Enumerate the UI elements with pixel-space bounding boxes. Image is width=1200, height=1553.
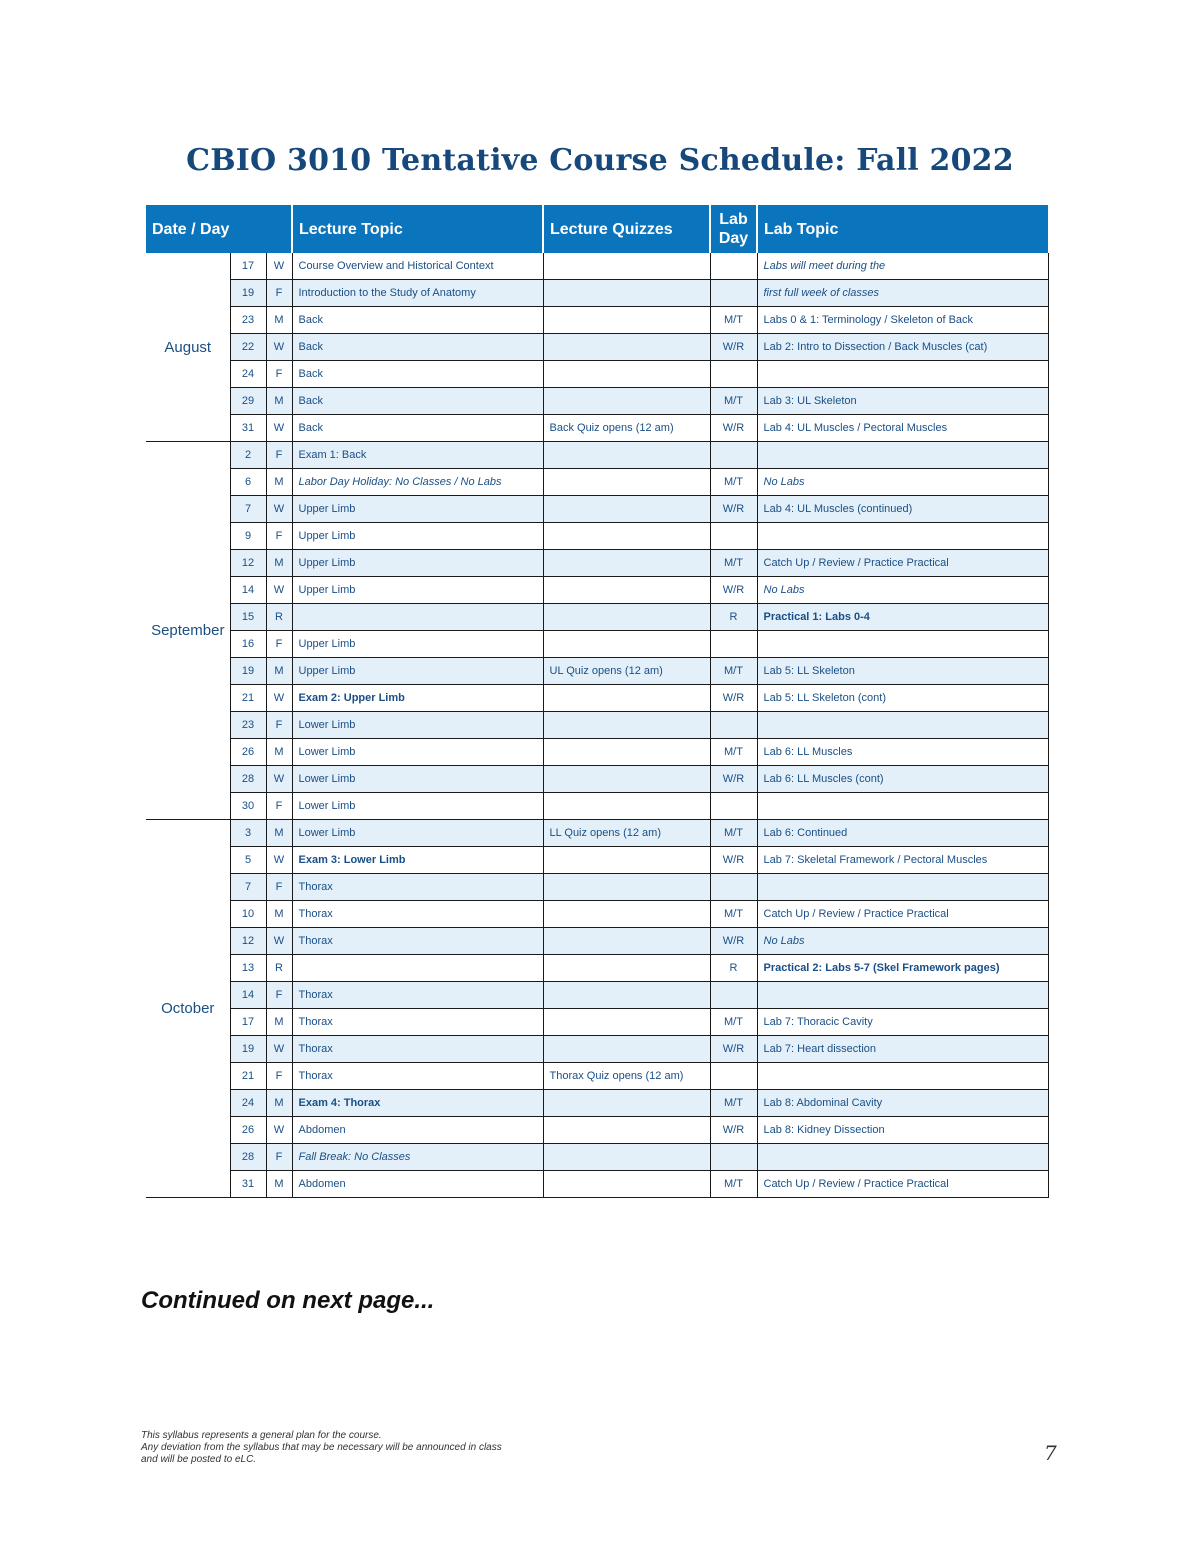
table-row bbox=[146, 847, 1048, 874]
table-row bbox=[146, 739, 1048, 766]
lecture-topic-cell: Course Overview and Historical Context bbox=[292, 253, 543, 280]
lab-day-cell: M/T bbox=[710, 1009, 757, 1036]
lab-topic-cell: Catch Up / Review / Practice Practical bbox=[757, 550, 1048, 577]
table-row bbox=[146, 658, 1048, 685]
lecture-quiz-cell bbox=[543, 874, 710, 901]
weekday-cell: M bbox=[266, 739, 292, 766]
lecture-topic-cell: Labor Day Holiday: No Classes / No Labs bbox=[292, 469, 543, 496]
lecture-topic-cell: Back bbox=[292, 388, 543, 415]
lab-day-cell bbox=[710, 280, 757, 307]
lecture-quiz-cell bbox=[543, 928, 710, 955]
weekday-cell: W bbox=[266, 496, 292, 523]
day-cell: 28 bbox=[230, 1144, 266, 1171]
lab-day-cell: M/T bbox=[710, 1090, 757, 1117]
lecture-topic-cell: Exam 3: Lower Limb bbox=[292, 847, 543, 874]
lab-topic-cell bbox=[757, 631, 1048, 658]
lab-topic-cell: Lab 5: LL Skeleton (cont) bbox=[757, 685, 1048, 712]
lab-topic-cell: first full week of classes bbox=[757, 280, 1048, 307]
lecture-quiz-cell bbox=[543, 496, 710, 523]
day-cell: 26 bbox=[230, 1117, 266, 1144]
lecture-quiz-cell bbox=[543, 388, 710, 415]
lab-topic-cell bbox=[757, 523, 1048, 550]
lecture-topic-cell: Thorax bbox=[292, 1009, 543, 1036]
day-cell: 7 bbox=[230, 874, 266, 901]
table-row bbox=[146, 523, 1048, 550]
day-cell: 28 bbox=[230, 766, 266, 793]
table-row bbox=[146, 820, 1048, 847]
footer-line: and will be posted to eLC. bbox=[141, 1454, 257, 1465]
lab-day-cell bbox=[710, 523, 757, 550]
lecture-quiz-cell: Back Quiz opens (12 am) bbox=[543, 415, 710, 442]
day-cell: 2 bbox=[230, 442, 266, 469]
day-cell: 22 bbox=[230, 334, 266, 361]
lecture-topic-cell: Upper Limb bbox=[292, 658, 543, 685]
lab-topic-cell: No Labs bbox=[757, 469, 1048, 496]
lecture-quiz-cell bbox=[543, 334, 710, 361]
lecture-quiz-cell bbox=[543, 442, 710, 469]
lab-topic-cell: Lab 7: Skeletal Framework / Pectoral Muscles bbox=[757, 847, 1048, 874]
footer-disclaimer bbox=[141, 1430, 502, 1466]
lecture-quiz-cell bbox=[543, 1036, 710, 1063]
lab-topic-cell: Catch Up / Review / Practice Practical bbox=[757, 901, 1048, 928]
lab-day-cell bbox=[710, 712, 757, 739]
lab-day-cell bbox=[710, 793, 757, 820]
lecture-quiz-cell bbox=[543, 631, 710, 658]
lab-day-cell: W/R bbox=[710, 1036, 757, 1063]
header-lab-day-line2: Day bbox=[718, 230, 749, 247]
lab-day-cell: W/R bbox=[710, 928, 757, 955]
lab-topic-cell: Lab 8: Kidney Dissection bbox=[757, 1117, 1048, 1144]
lab-topic-cell bbox=[757, 712, 1048, 739]
lecture-quiz-cell bbox=[543, 1117, 710, 1144]
weekday-cell: R bbox=[266, 604, 292, 631]
lecture-topic-cell: Upper Limb bbox=[292, 550, 543, 577]
lab-day-cell: M/T bbox=[710, 469, 757, 496]
weekday-cell: R bbox=[266, 955, 292, 982]
lecture-topic-cell bbox=[292, 955, 543, 982]
lab-day-cell: W/R bbox=[710, 415, 757, 442]
lab-topic-cell: Lab 7: Heart dissection bbox=[757, 1036, 1048, 1063]
day-cell: 21 bbox=[230, 685, 266, 712]
day-cell: 21 bbox=[230, 1063, 266, 1090]
lab-day-cell bbox=[710, 361, 757, 388]
lecture-topic-cell: Thorax bbox=[292, 874, 543, 901]
page-number: 7 bbox=[1044, 1441, 1057, 1465]
lab-day-cell bbox=[710, 1063, 757, 1090]
lecture-topic-cell: Upper Limb bbox=[292, 577, 543, 604]
table-row bbox=[146, 1144, 1048, 1171]
lab-topic-cell: Lab 7: Thoracic Cavity bbox=[757, 1009, 1048, 1036]
table-row bbox=[146, 577, 1048, 604]
lecture-topic-cell: Upper Limb bbox=[292, 523, 543, 550]
lecture-topic-cell: Lower Limb bbox=[292, 712, 543, 739]
lab-topic-cell: Labs 0 & 1: Terminology / Skeleton of Back bbox=[757, 307, 1048, 334]
day-cell: 14 bbox=[230, 577, 266, 604]
day-cell: 19 bbox=[230, 1036, 266, 1063]
weekday-cell: W bbox=[266, 415, 292, 442]
table-row bbox=[146, 307, 1048, 334]
day-cell: 5 bbox=[230, 847, 266, 874]
weekday-cell: M bbox=[266, 550, 292, 577]
weekday-cell: F bbox=[266, 361, 292, 388]
table-row bbox=[146, 1090, 1048, 1117]
weekday-cell: W bbox=[266, 685, 292, 712]
weekday-cell: F bbox=[266, 280, 292, 307]
table-row bbox=[146, 253, 1048, 280]
weekday-cell: M bbox=[266, 469, 292, 496]
lecture-quiz-cell bbox=[543, 955, 710, 982]
table-row bbox=[146, 901, 1048, 928]
lecture-quiz-cell bbox=[543, 901, 710, 928]
lab-day-cell: W/R bbox=[710, 577, 757, 604]
weekday-cell: F bbox=[266, 793, 292, 820]
weekday-cell: F bbox=[266, 874, 292, 901]
day-cell: 15 bbox=[230, 604, 266, 631]
lab-topic-cell: Lab 6: LL Muscles bbox=[757, 739, 1048, 766]
lab-topic-cell bbox=[757, 1063, 1048, 1090]
day-cell: 13 bbox=[230, 955, 266, 982]
table-row bbox=[146, 334, 1048, 361]
table-row bbox=[146, 1117, 1048, 1144]
lab-day-cell: M/T bbox=[710, 1171, 757, 1198]
lecture-quiz-cell bbox=[543, 1090, 710, 1117]
lab-topic-cell: Labs will meet during the bbox=[757, 253, 1048, 280]
lab-day-cell bbox=[710, 874, 757, 901]
lecture-quiz-cell bbox=[543, 793, 710, 820]
lecture-topic-cell bbox=[292, 604, 543, 631]
lab-topic-cell: No Labs bbox=[757, 577, 1048, 604]
lab-topic-cell: Lab 4: UL Muscles (continued) bbox=[757, 496, 1048, 523]
lecture-topic-cell: Exam 4: Thorax bbox=[292, 1090, 543, 1117]
lab-topic-cell: Lab 5: LL Skeleton bbox=[757, 658, 1048, 685]
lab-topic-cell bbox=[757, 793, 1048, 820]
month-label: October bbox=[146, 820, 230, 1198]
weekday-cell: M bbox=[266, 901, 292, 928]
lab-day-cell: W/R bbox=[710, 334, 757, 361]
lecture-quiz-cell bbox=[543, 550, 710, 577]
lab-day-cell: W/R bbox=[710, 685, 757, 712]
day-cell: 17 bbox=[230, 1009, 266, 1036]
day-cell: 19 bbox=[230, 280, 266, 307]
lecture-topic-cell: Thorax bbox=[292, 901, 543, 928]
lecture-topic-cell: Lower Limb bbox=[292, 739, 543, 766]
header-lab-day bbox=[710, 205, 757, 253]
lab-day-cell: W/R bbox=[710, 496, 757, 523]
lecture-quiz-cell: Thorax Quiz opens (12 am) bbox=[543, 1063, 710, 1090]
lecture-topic-cell: Back bbox=[292, 415, 543, 442]
day-cell: 9 bbox=[230, 523, 266, 550]
lecture-quiz-cell bbox=[543, 766, 710, 793]
table-row bbox=[146, 1009, 1048, 1036]
lecture-topic-cell: Exam 1: Back bbox=[292, 442, 543, 469]
day-cell: 12 bbox=[230, 550, 266, 577]
lab-topic-cell: Practical 2: Labs 5-7 (Skel Framework pages) bbox=[757, 955, 1048, 982]
weekday-cell: W bbox=[266, 1117, 292, 1144]
day-cell: 14 bbox=[230, 982, 266, 1009]
lab-topic-cell: Lab 3: UL Skeleton bbox=[757, 388, 1048, 415]
lab-day-cell: W/R bbox=[710, 847, 757, 874]
footer-line: Any deviation from the syllabus that may be necessary will be announced in class bbox=[141, 1442, 502, 1453]
lab-day-cell bbox=[710, 1144, 757, 1171]
day-cell: 10 bbox=[230, 901, 266, 928]
lab-topic-cell: Lab 2: Intro to Dissection / Back Muscles (cat) bbox=[757, 334, 1048, 361]
lab-day-cell: M/T bbox=[710, 820, 757, 847]
table-row bbox=[146, 496, 1048, 523]
schedule-table bbox=[146, 205, 1049, 1198]
day-cell: 16 bbox=[230, 631, 266, 658]
lecture-quiz-cell bbox=[543, 307, 710, 334]
lecture-quiz-cell: LL Quiz opens (12 am) bbox=[543, 820, 710, 847]
weekday-cell: M bbox=[266, 307, 292, 334]
table-row bbox=[146, 415, 1048, 442]
lecture-quiz-cell bbox=[543, 1144, 710, 1171]
day-cell: 3 bbox=[230, 820, 266, 847]
table-row bbox=[146, 631, 1048, 658]
day-cell: 23 bbox=[230, 712, 266, 739]
weekday-cell: F bbox=[266, 1144, 292, 1171]
lab-topic-cell: Practical 1: Labs 0-4 bbox=[757, 604, 1048, 631]
lab-topic-cell bbox=[757, 361, 1048, 388]
day-cell: 31 bbox=[230, 415, 266, 442]
weekday-cell: F bbox=[266, 631, 292, 658]
lecture-quiz-cell bbox=[543, 712, 710, 739]
lecture-topic-cell: Thorax bbox=[292, 1063, 543, 1090]
weekday-cell: M bbox=[266, 1171, 292, 1198]
lecture-topic-cell: Introduction to the Study of Anatomy bbox=[292, 280, 543, 307]
lab-day-cell bbox=[710, 631, 757, 658]
lab-day-cell bbox=[710, 442, 757, 469]
weekday-cell: M bbox=[266, 658, 292, 685]
table-row bbox=[146, 685, 1048, 712]
lab-topic-cell bbox=[757, 982, 1048, 1009]
weekday-cell: W bbox=[266, 847, 292, 874]
lab-day-cell: W/R bbox=[710, 1117, 757, 1144]
lab-day-cell: M/T bbox=[710, 658, 757, 685]
table-row bbox=[146, 793, 1048, 820]
table-row bbox=[146, 928, 1048, 955]
day-cell: 29 bbox=[230, 388, 266, 415]
lecture-topic-cell: Abdomen bbox=[292, 1171, 543, 1198]
page-title: CBIO 3010 Tentative Course Schedule: Fall 2022 bbox=[186, 143, 1014, 178]
weekday-cell: F bbox=[266, 982, 292, 1009]
month-label: August bbox=[146, 253, 230, 442]
lab-day-cell bbox=[710, 982, 757, 1009]
weekday-cell: F bbox=[266, 442, 292, 469]
lecture-quiz-cell bbox=[543, 577, 710, 604]
lab-topic-cell: Lab 6: LL Muscles (cont) bbox=[757, 766, 1048, 793]
lab-topic-cell bbox=[757, 442, 1048, 469]
weekday-cell: W bbox=[266, 1036, 292, 1063]
weekday-cell: W bbox=[266, 928, 292, 955]
header-row bbox=[146, 205, 1048, 253]
table-row bbox=[146, 1171, 1048, 1198]
table-row bbox=[146, 1036, 1048, 1063]
lab-topic-cell: Lab 8: Abdominal Cavity bbox=[757, 1090, 1048, 1117]
day-cell: 31 bbox=[230, 1171, 266, 1198]
weekday-cell: M bbox=[266, 1090, 292, 1117]
lecture-quiz-cell bbox=[543, 280, 710, 307]
table-row bbox=[146, 442, 1048, 469]
table-row bbox=[146, 766, 1048, 793]
lab-day-cell: M/T bbox=[710, 307, 757, 334]
table-row bbox=[146, 874, 1048, 901]
lecture-quiz-cell bbox=[543, 253, 710, 280]
day-cell: 30 bbox=[230, 793, 266, 820]
lecture-topic-cell: Upper Limb bbox=[292, 631, 543, 658]
table-row bbox=[146, 712, 1048, 739]
lab-topic-cell: Lab 4: UL Muscles / Pectoral Muscles bbox=[757, 415, 1048, 442]
header-lecture-quizzes: Lecture Quizzes bbox=[543, 205, 710, 253]
day-cell: 24 bbox=[230, 1090, 266, 1117]
lab-day-cell: W/R bbox=[710, 766, 757, 793]
table-row bbox=[146, 1063, 1048, 1090]
lab-day-cell bbox=[710, 253, 757, 280]
lecture-quiz-cell: UL Quiz opens (12 am) bbox=[543, 658, 710, 685]
month-label: September bbox=[146, 442, 230, 820]
lecture-topic-cell: Back bbox=[292, 334, 543, 361]
weekday-cell: M bbox=[266, 388, 292, 415]
lab-day-cell: M/T bbox=[710, 550, 757, 577]
header-date-day: Date / Day bbox=[146, 205, 292, 253]
weekday-cell: W bbox=[266, 766, 292, 793]
day-cell: 7 bbox=[230, 496, 266, 523]
lecture-topic-cell: Exam 2: Upper Limb bbox=[292, 685, 543, 712]
lecture-topic-cell: Back bbox=[292, 361, 543, 388]
header-lecture-topic: Lecture Topic bbox=[292, 205, 543, 253]
lecture-quiz-cell bbox=[543, 523, 710, 550]
header-lab-day-line1: Lab bbox=[719, 211, 748, 228]
table-row bbox=[146, 469, 1048, 496]
lab-topic-cell: Catch Up / Review / Practice Practical bbox=[757, 1171, 1048, 1198]
lecture-quiz-cell bbox=[543, 685, 710, 712]
header-lab-topic: Lab Topic bbox=[757, 205, 1048, 253]
lecture-quiz-cell bbox=[543, 847, 710, 874]
lab-topic-cell: No Labs bbox=[757, 928, 1048, 955]
lecture-topic-cell: Abdomen bbox=[292, 1117, 543, 1144]
table-row bbox=[146, 388, 1048, 415]
lecture-topic-cell: Lower Limb bbox=[292, 766, 543, 793]
lecture-quiz-cell bbox=[543, 361, 710, 388]
lecture-topic-cell: Fall Break: No Classes bbox=[292, 1144, 543, 1171]
day-cell: 24 bbox=[230, 361, 266, 388]
day-cell: 19 bbox=[230, 658, 266, 685]
day-cell: 26 bbox=[230, 739, 266, 766]
weekday-cell: F bbox=[266, 523, 292, 550]
lecture-quiz-cell bbox=[543, 604, 710, 631]
continued-note: Continued on next page... bbox=[141, 1287, 435, 1314]
weekday-cell: W bbox=[266, 334, 292, 361]
lecture-topic-cell: Lower Limb bbox=[292, 820, 543, 847]
lecture-topic-cell: Back bbox=[292, 307, 543, 334]
weekday-cell: W bbox=[266, 577, 292, 604]
lecture-quiz-cell bbox=[543, 739, 710, 766]
day-cell: 17 bbox=[230, 253, 266, 280]
schedule-body bbox=[146, 253, 1048, 1198]
lab-topic-cell bbox=[757, 874, 1048, 901]
lecture-topic-cell: Thorax bbox=[292, 1036, 543, 1063]
lecture-topic-cell: Lower Limb bbox=[292, 793, 543, 820]
table-row bbox=[146, 604, 1048, 631]
lab-topic-cell: Lab 6: Continued bbox=[757, 820, 1048, 847]
lecture-quiz-cell bbox=[543, 982, 710, 1009]
table-row bbox=[146, 955, 1048, 982]
lecture-topic-cell: Thorax bbox=[292, 928, 543, 955]
lab-day-cell: R bbox=[710, 955, 757, 982]
weekday-cell: F bbox=[266, 712, 292, 739]
day-cell: 23 bbox=[230, 307, 266, 334]
table-row bbox=[146, 280, 1048, 307]
lecture-quiz-cell bbox=[543, 469, 710, 496]
table-row bbox=[146, 361, 1048, 388]
lecture-topic-cell: Upper Limb bbox=[292, 496, 543, 523]
lab-day-cell: M/T bbox=[710, 739, 757, 766]
lab-day-cell: R bbox=[710, 604, 757, 631]
weekday-cell: M bbox=[266, 1009, 292, 1036]
lecture-quiz-cell bbox=[543, 1171, 710, 1198]
table-row bbox=[146, 982, 1048, 1009]
lecture-topic-cell: Thorax bbox=[292, 982, 543, 1009]
footer-line: This syllabus represents a general plan for the course. bbox=[141, 1430, 382, 1441]
weekday-cell: M bbox=[266, 820, 292, 847]
weekday-cell: W bbox=[266, 253, 292, 280]
table-row bbox=[146, 550, 1048, 577]
day-cell: 6 bbox=[230, 469, 266, 496]
weekday-cell: F bbox=[266, 1063, 292, 1090]
lab-day-cell: M/T bbox=[710, 388, 757, 415]
lab-topic-cell bbox=[757, 1144, 1048, 1171]
lab-day-cell: M/T bbox=[710, 901, 757, 928]
lecture-quiz-cell bbox=[543, 1009, 710, 1036]
day-cell: 12 bbox=[230, 928, 266, 955]
